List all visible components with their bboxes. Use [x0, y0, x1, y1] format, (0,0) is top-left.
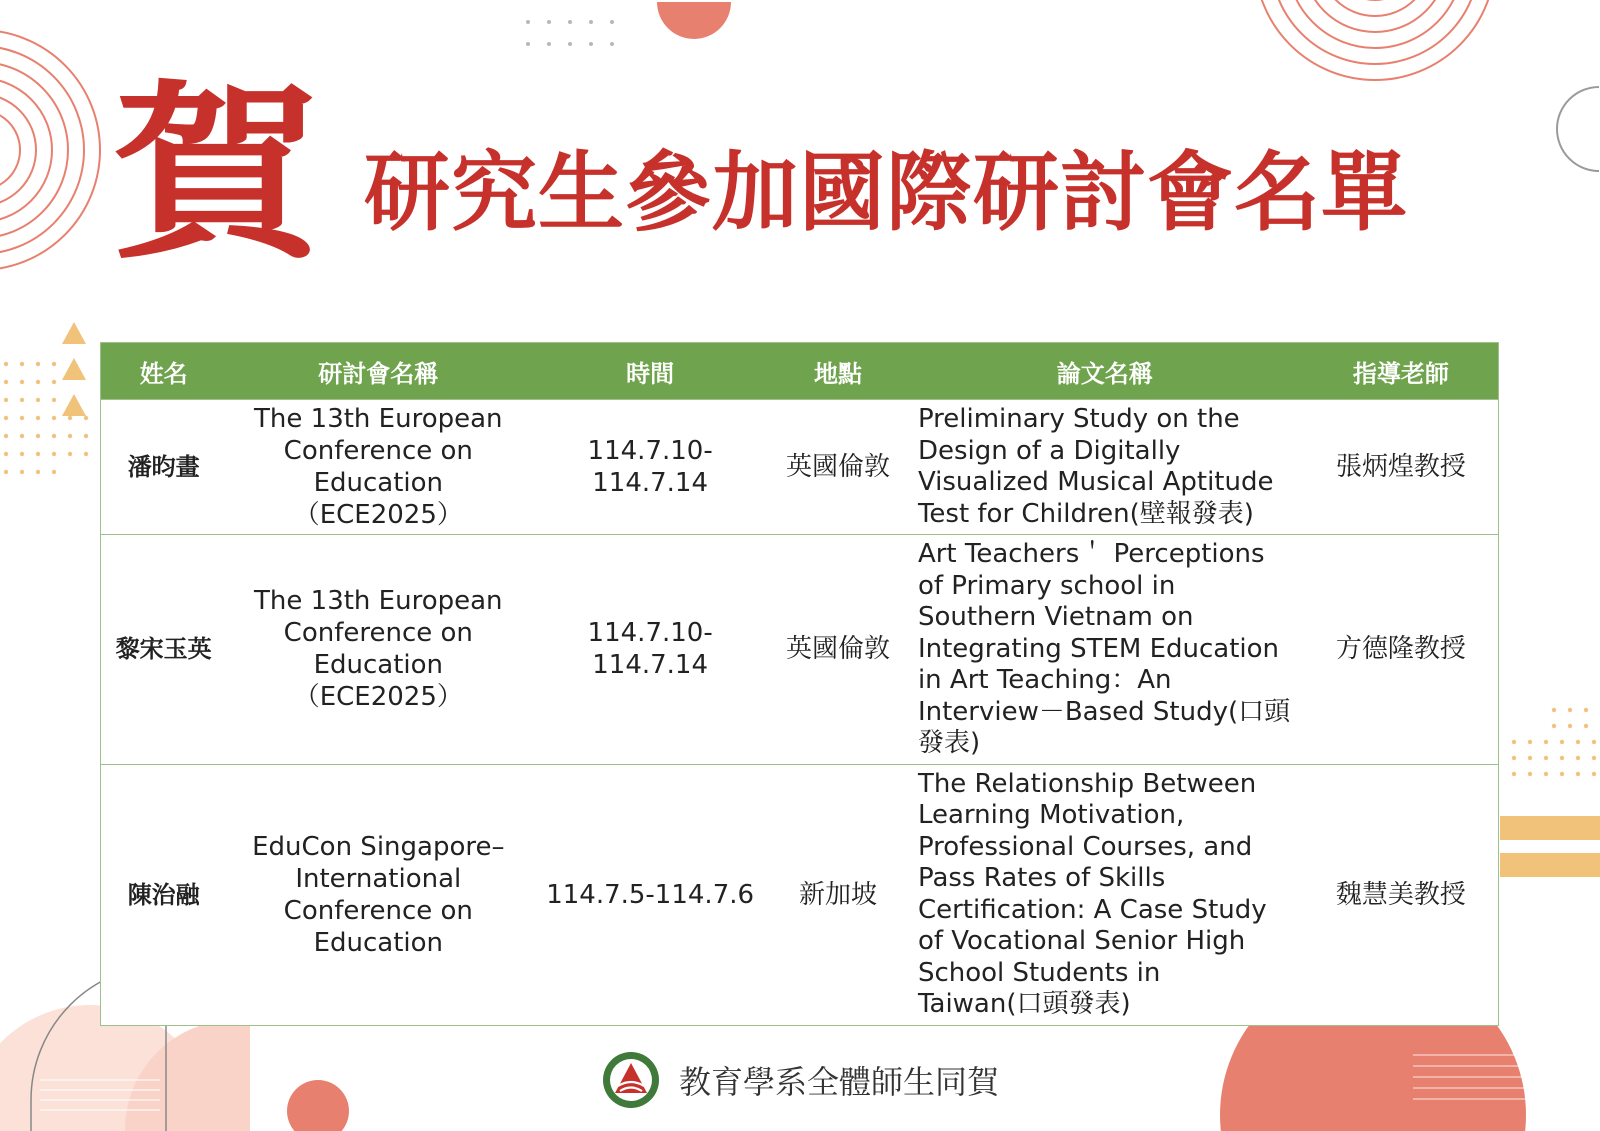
column-header-name: 姓名	[101, 343, 227, 400]
student-name: 陳治融	[101, 764, 227, 1025]
conference-name: The 13th European Conference on Education （ECE2025）	[226, 400, 530, 535]
left-dot-grid	[0, 360, 100, 478]
column-header-place: 地點	[770, 343, 906, 400]
conference-place: 英國倫敦	[770, 400, 906, 535]
conference-place: 英國倫敦	[770, 535, 906, 765]
column-header-advisor: 指導老師	[1304, 343, 1499, 400]
column-header-conference: 研討會名稱	[226, 343, 530, 400]
top-dot-grid	[525, 18, 625, 52]
advisor-name: 張炳煌教授	[1304, 400, 1499, 535]
conference-name: EduCon Singapore– International Conference on Education	[226, 764, 530, 1025]
page-title: 研究生參加國際研討會名單	[364, 143, 1408, 243]
advisor-name: 方德隆教授	[1304, 535, 1499, 765]
title-big-character: 賀	[112, 64, 322, 285]
conference-date: 114.7.10-114.7.14	[530, 400, 770, 535]
table-row	[101, 535, 1499, 765]
student-name: 黎宋玉英	[101, 535, 227, 765]
footer-congrats-text: 教育學系全體師生同賀	[678, 1063, 999, 1101]
column-header-paper: 論文名稱	[906, 343, 1304, 400]
paper-title: The Relationship Between Learning Motivation, Professional Courses, and Pass Rates of Skills Certification: A Case Study of Vocational Senior High School Students in Taiwan(口頭發表)	[906, 764, 1304, 1025]
right-yellow-bar-2	[1500, 853, 1600, 877]
paper-title: Preliminary Study on the Design of a Digitally Visualized Musical Aptitude Test for Children(壁報發表)	[906, 400, 1304, 535]
conference-date: 114.7.10-114.7.14	[530, 535, 770, 765]
paper-title: Art Teachers＇ Perceptions of Primary school in Southern Vietnam on Integrating STEM Education in Art Teaching：An Interview－Based Study(口頭發表)	[906, 535, 1304, 765]
table-row	[101, 764, 1499, 1025]
honor-table	[100, 342, 1499, 1026]
right-yellow-bar-1	[1500, 816, 1600, 840]
conference-date: 114.7.5-114.7.6	[530, 764, 770, 1025]
left-concentric-arcs	[0, 0, 110, 290]
table-row	[101, 400, 1499, 535]
student-name: 潘昀畫	[101, 400, 227, 535]
conference-place: 新加坡	[770, 764, 906, 1025]
table-header-row	[101, 343, 1499, 400]
top-right-concentric-arcs	[1240, 0, 1510, 95]
department-logo-icon	[601, 1050, 661, 1110]
advisor-name: 魏慧美教授	[1304, 764, 1499, 1025]
conference-name: The 13th European Conference on Education （ECE2025）	[226, 535, 530, 765]
footer	[0, 1050, 1600, 1114]
top-half-circle	[655, 0, 733, 52]
column-header-date: 時間	[530, 343, 770, 400]
right-outline-half-circle	[1555, 85, 1600, 175]
right-dot-grid	[1508, 706, 1600, 786]
